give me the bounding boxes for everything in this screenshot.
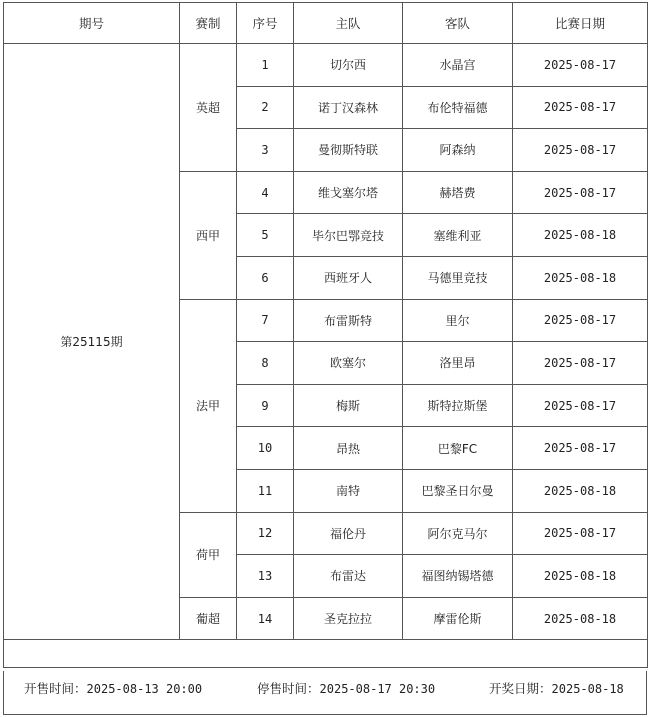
sale-start-value: 2025-08-13 20:00 (86, 682, 203, 696)
match-date: 2025-08-18 (513, 555, 648, 598)
match-no: 8 (237, 342, 294, 385)
draw-date-label: 开奖日期： (489, 681, 552, 696)
away-team: 斯特拉斯堡 (403, 384, 513, 427)
league-cell: 葡超 (180, 597, 237, 640)
away-team: 赫塔费 (403, 171, 513, 214)
match-date: 2025-08-18 (513, 256, 648, 299)
away-team: 里尔 (403, 299, 513, 342)
match-date: 2025-08-17 (513, 171, 648, 214)
away-team: 福图纳锡塔德 (403, 555, 513, 598)
home-team: 曼彻斯特联 (294, 129, 403, 172)
home-team: 布雷斯特 (294, 299, 403, 342)
draw-date-value: 2025-08-18 (551, 682, 624, 696)
league-cell: 英超 (180, 44, 237, 172)
empty-row (4, 640, 648, 668)
match-date: 2025-08-17 (513, 299, 648, 342)
header-index: 序号 (237, 3, 294, 44)
match-date: 2025-08-18 (513, 469, 648, 512)
home-team: 毕尔巴鄂竞技 (294, 214, 403, 257)
home-team: 维戈塞尔塔 (294, 171, 403, 214)
home-team: 西班牙人 (294, 256, 403, 299)
header-date: 比赛日期 (513, 3, 648, 44)
match-no: 13 (237, 555, 294, 598)
draw-date-info (489, 679, 624, 697)
match-date: 2025-08-18 (513, 597, 648, 640)
home-team: 诺丁汉森林 (294, 86, 403, 129)
match-no: 5 (237, 214, 294, 257)
match-date: 2025-08-17 (513, 427, 648, 470)
home-team: 欧塞尔 (294, 342, 403, 385)
match-no: 7 (237, 299, 294, 342)
match-no: 9 (237, 384, 294, 427)
away-team: 洛里昂 (403, 342, 513, 385)
home-team: 南特 (294, 469, 403, 512)
match-no: 11 (237, 469, 294, 512)
away-team: 阿森纳 (403, 129, 513, 172)
sale-start-label: 开售时间： (24, 681, 87, 696)
match-no: 2 (237, 86, 294, 129)
match-no: 6 (237, 256, 294, 299)
away-team: 巴黎圣日尔曼 (403, 469, 513, 512)
match-no: 10 (237, 427, 294, 470)
sale-stop-info (257, 679, 435, 697)
home-team: 福伦丹 (294, 512, 403, 555)
header-competition: 赛制 (180, 3, 237, 44)
match-no: 1 (237, 44, 294, 87)
match-date: 2025-08-17 (513, 384, 648, 427)
match-date: 2025-08-18 (513, 214, 648, 257)
match-date: 2025-08-17 (513, 512, 648, 555)
match-no: 14 (237, 597, 294, 640)
period-cell: 第25115期 (4, 44, 180, 640)
match-schedule-table (3, 2, 648, 668)
match-date: 2025-08-17 (513, 342, 648, 385)
match-no: 12 (237, 512, 294, 555)
match-no: 4 (237, 171, 294, 214)
away-team: 摩雷伦斯 (403, 597, 513, 640)
league-cell: 西甲 (180, 171, 237, 299)
match-no: 3 (237, 129, 294, 172)
league-cell: 法甲 (180, 299, 237, 512)
sale-stop-value: 2025-08-17 20:30 (319, 682, 436, 696)
header-away: 客队 (403, 3, 513, 44)
sale-start-info (24, 679, 202, 697)
away-team: 巴黎FC (403, 427, 513, 470)
away-team: 布伦特福德 (403, 86, 513, 129)
home-team: 昂热 (294, 427, 403, 470)
away-team: 阿尔克马尔 (403, 512, 513, 555)
header-row (4, 3, 648, 44)
away-team: 马德里竞技 (403, 256, 513, 299)
match-date: 2025-08-17 (513, 129, 648, 172)
home-team: 梅斯 (294, 384, 403, 427)
home-team: 圣克拉拉 (294, 597, 403, 640)
header-home: 主队 (294, 3, 403, 44)
home-team: 布雷达 (294, 555, 403, 598)
table-row (4, 44, 648, 87)
sale-stop-label: 停售时间： (257, 681, 320, 696)
match-date: 2025-08-17 (513, 44, 648, 87)
league-cell: 荷甲 (180, 512, 237, 597)
sale-info-footer (3, 671, 647, 715)
empty-cell (4, 640, 648, 668)
away-team: 塞维利亚 (403, 214, 513, 257)
home-team: 切尔西 (294, 44, 403, 87)
match-date: 2025-08-17 (513, 86, 648, 129)
header-period: 期号 (4, 3, 180, 44)
away-team: 水晶宫 (403, 44, 513, 87)
